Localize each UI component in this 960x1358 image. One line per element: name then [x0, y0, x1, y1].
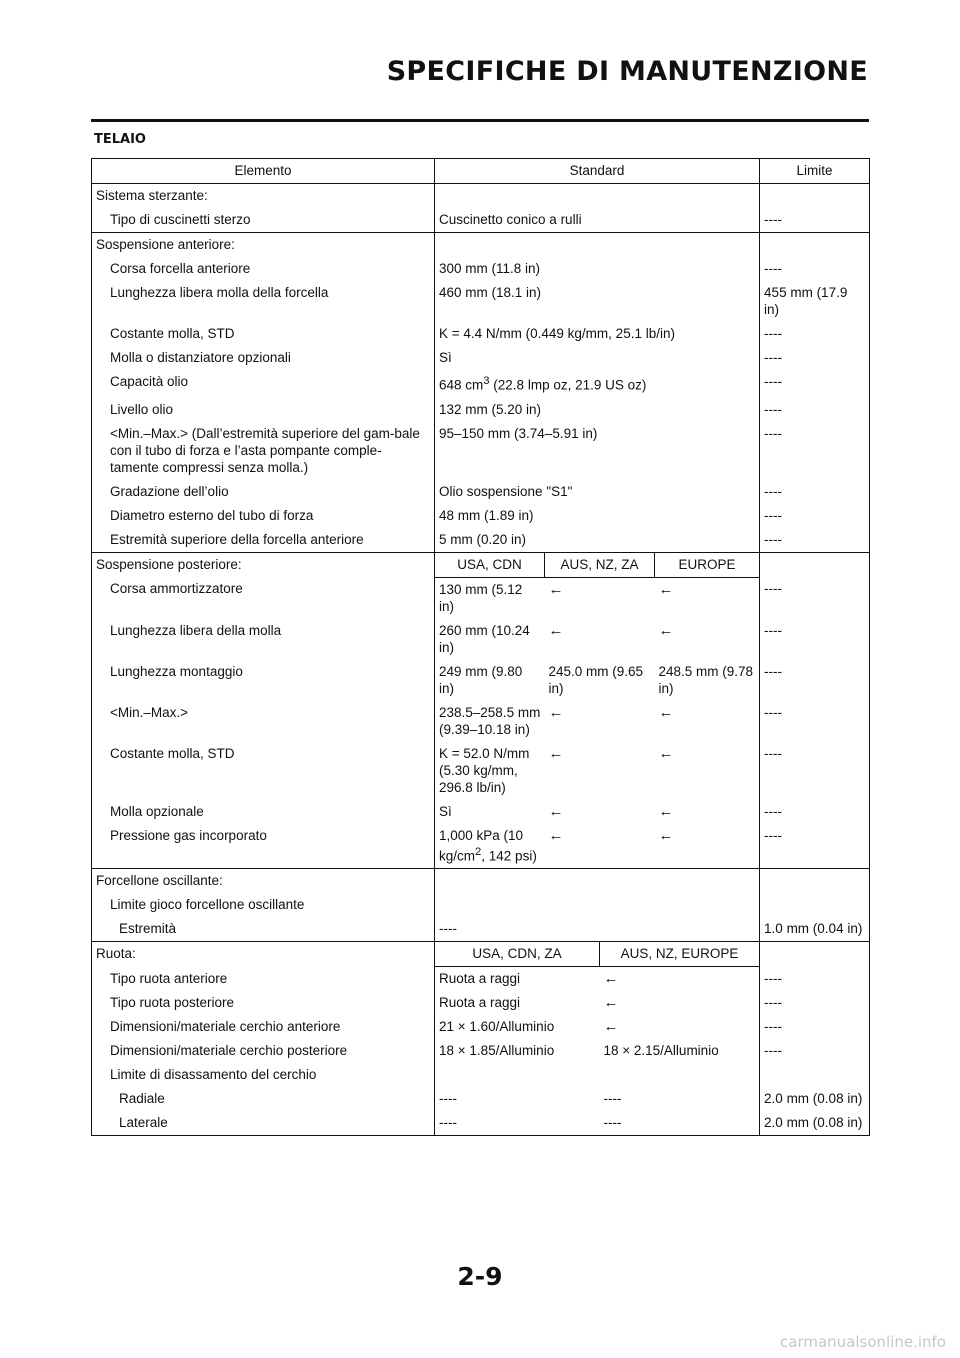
- row-label: Limite gioco forcellone oscillante: [92, 893, 435, 917]
- table-row: [92, 800, 870, 824]
- watermark: carmanualsonline.info: [780, 1333, 946, 1351]
- table-row: [92, 1063, 870, 1087]
- table-row: [92, 322, 870, 346]
- row-limit: ----: [760, 1015, 870, 1039]
- row-label: Costante molla, STD: [92, 322, 435, 346]
- row-value: 95–150 mm (3.74–5.91 in): [439, 425, 598, 441]
- table-row: [92, 398, 870, 422]
- table-row: [92, 824, 870, 869]
- value-suffix: (22.8 lmp oz, 21.9 US oz): [489, 377, 647, 393]
- table-row: [92, 422, 870, 480]
- row-label: <Min.–Max.> (Dall’estremità superiore del gam-bale con il tubo di forza e l’asta pompante comple-tamente compressi senza molla.): [92, 422, 435, 480]
- row-label: Capacità olio: [92, 370, 435, 398]
- table-row: [92, 1015, 870, 1039]
- row-limit: 2.0 mm (0.08 in): [760, 1087, 870, 1111]
- row-value: Ruota a raggi: [439, 995, 521, 1010]
- row-value: Olio sospensione "S1": [439, 483, 573, 499]
- row-limit: ----: [760, 257, 870, 281]
- row-limit: 455 mm (17.9 in): [760, 281, 870, 322]
- same-as-left-arrow: ←: [603, 1018, 619, 1035]
- row-limit: ----: [760, 346, 870, 370]
- row-limit: ----: [760, 701, 870, 742]
- table-row: [92, 893, 870, 917]
- row-limit: ----: [760, 480, 870, 504]
- row-label: Corsa forcella anteriore: [92, 257, 435, 281]
- row-limit: ----: [760, 398, 870, 422]
- row-value: 132 mm (5.20 in): [439, 401, 542, 417]
- value-prefix: 1,000 kPa (10 kg/cm: [439, 827, 524, 863]
- row-value: 238.5–258.5 mm (9.39–10.18 in): [439, 704, 541, 737]
- table-row: [92, 917, 870, 942]
- row-limit: ----: [760, 577, 870, 619]
- row-label: Lunghezza montaggio: [92, 660, 435, 701]
- row-limit: ----: [760, 322, 870, 346]
- same-as-left-arrow: ←: [548, 826, 564, 844]
- table-row: [92, 1087, 870, 1111]
- row-label: Corsa ammortizzatore: [92, 577, 435, 619]
- row-value: 48 mm (1.89 in): [439, 507, 534, 523]
- same-as-left-arrow: ←: [658, 580, 674, 598]
- row-limit: ----: [760, 619, 870, 660]
- table-row: [92, 480, 870, 504]
- row-limit: ----: [760, 742, 870, 800]
- row-limit: ----: [760, 800, 870, 824]
- table-row: [92, 184, 870, 209]
- region-header: AUS, NZ, EUROPE: [600, 942, 760, 967]
- table-row: [92, 346, 870, 370]
- row-label: Lunghezza libera della molla: [92, 619, 435, 660]
- row-value: ----: [439, 1091, 457, 1106]
- table-row: [92, 991, 870, 1015]
- row-value: 245.0 mm (9.65 in): [548, 663, 644, 696]
- row-label: Costante molla, STD: [92, 742, 435, 800]
- row-label: Limite di disassamento del cerchio: [92, 1063, 435, 1087]
- value-suffix: , 142 psi): [481, 848, 537, 863]
- row-limit: ----: [760, 422, 870, 480]
- section-title: TELAIO: [94, 132, 146, 147]
- row-label: <Min.–Max.>: [92, 701, 435, 742]
- row-limit: ----: [760, 370, 870, 398]
- row-value: ----: [600, 1111, 760, 1136]
- value-prefix: 648 cm: [439, 377, 484, 393]
- table-row: [92, 660, 870, 701]
- row-label: Pressione gas incorporato: [92, 824, 435, 869]
- spec-table: [91, 158, 870, 1136]
- table-row: [92, 1039, 870, 1063]
- group-label: Ruota:: [92, 942, 435, 967]
- row-value: [435, 370, 760, 398]
- page-number: 2-9: [457, 1262, 503, 1291]
- row-value: K = 4.4 N/mm (0.449 kg/mm, 25.1 lb/in): [439, 326, 675, 341]
- region-header: EUROPE: [655, 552, 760, 577]
- row-value: [435, 824, 545, 869]
- row-label: Lunghezza libera molla della forcella: [92, 281, 435, 322]
- row-value: 300 mm (11.8 in): [439, 261, 541, 276]
- table-row: [92, 577, 870, 619]
- row-limit: ----: [760, 528, 870, 553]
- table-row: [92, 504, 870, 528]
- same-as-left-arrow: ←: [603, 994, 619, 1011]
- table-row: [92, 967, 870, 992]
- row-label: Tipo di cuscinetti sterzo: [92, 208, 435, 233]
- same-as-left-arrow: ←: [548, 580, 564, 598]
- row-value: 18 × 2.15/Alluminio: [603, 1043, 719, 1058]
- same-as-left-arrow: ←: [658, 744, 674, 762]
- row-limit: ----: [760, 504, 870, 528]
- row-value: 21 × 1.60/Alluminio: [439, 1019, 555, 1034]
- region-header: AUS, NZ, ZA: [545, 552, 655, 577]
- row-label: Tipo ruota anteriore: [92, 967, 435, 992]
- row-value: Ruota a raggi: [439, 971, 521, 986]
- same-as-left-arrow: ←: [658, 621, 674, 639]
- row-limit: 2.0 mm (0.08 in): [760, 1111, 870, 1136]
- table-row: [92, 208, 870, 233]
- row-limit: ----: [760, 824, 870, 869]
- row-label: Diametro esterno del tubo di forza: [92, 504, 435, 528]
- row-limit: ----: [760, 208, 870, 233]
- table-header-row: [92, 159, 870, 184]
- row-label: Estremità: [92, 917, 435, 942]
- row-value: Sì: [439, 350, 452, 365]
- table-row: [92, 552, 870, 577]
- row-value: 249 mm (9.80 in): [439, 663, 523, 696]
- table-row: [92, 869, 870, 894]
- same-as-left-arrow: ←: [603, 970, 619, 987]
- row-value: 18 × 1.85/Alluminio: [439, 1043, 555, 1058]
- row-limit: ----: [760, 1039, 870, 1063]
- row-value: ----: [435, 1111, 600, 1136]
- same-as-left-arrow: ←: [548, 621, 564, 639]
- row-value: ----: [603, 1091, 622, 1106]
- row-value: Cuscinetto conico a rulli: [439, 212, 582, 227]
- table-row: [92, 942, 870, 967]
- row-value: 130 mm (5.12 in): [439, 581, 523, 614]
- row-value: 460 mm (18.1 in): [439, 285, 542, 300]
- region-header: USA, CDN: [435, 552, 545, 577]
- group-label: Forcellone oscillante:: [92, 869, 435, 894]
- row-value: K = 52.0 N/mm (5.30 kg/mm, 296.8 lb/in): [439, 745, 530, 795]
- same-as-left-arrow: ←: [548, 703, 564, 721]
- row-label: Radiale: [92, 1087, 435, 1111]
- page-title: SPECIFICHE DI MANUTENZIONE: [386, 56, 868, 87]
- group-label: Sospensione posteriore:: [92, 552, 435, 577]
- header-limit: Limite: [760, 159, 870, 184]
- row-label: Dimensioni/materiale cerchio posteriore: [92, 1039, 435, 1063]
- table-row: [92, 257, 870, 281]
- row-label: Dimensioni/materiale cerchio anteriore: [92, 1015, 435, 1039]
- table-row: [92, 281, 870, 322]
- row-label: Estremità superiore della forcella anteriore: [92, 528, 435, 553]
- table-row: [92, 701, 870, 742]
- table-row: [92, 1111, 870, 1136]
- same-as-left-arrow: ←: [548, 744, 564, 762]
- same-as-left-arrow: ←: [548, 802, 564, 820]
- same-as-left-arrow: ←: [658, 703, 674, 721]
- same-as-left-arrow: ←: [658, 802, 674, 820]
- row-limit: ----: [760, 991, 870, 1015]
- region-header: USA, CDN, ZA: [435, 942, 600, 967]
- header-item: Elemento: [92, 159, 435, 184]
- group-label: Sistema sterzante:: [92, 184, 435, 209]
- value-superscript: 2: [475, 845, 482, 858]
- same-as-left-arrow: ←: [658, 826, 674, 844]
- row-value: Sì: [439, 803, 452, 819]
- row-label: Tipo ruota posteriore: [92, 991, 435, 1015]
- group-label: Sospensione anteriore:: [92, 233, 435, 258]
- table-row: [92, 742, 870, 800]
- row-limit: ----: [760, 967, 870, 992]
- table-row: [92, 619, 870, 660]
- row-label: Molla opzionale: [92, 800, 435, 824]
- table-row: [92, 370, 870, 398]
- table-row: [92, 233, 870, 258]
- row-value: 248.5 mm (9.78 in): [658, 663, 754, 696]
- row-value: 5 mm (0.20 in): [439, 531, 527, 547]
- row-value: 260 mm (10.24 in): [439, 622, 530, 655]
- row-label: Laterale: [92, 1111, 435, 1136]
- value-superscript: 3: [483, 375, 490, 387]
- table-row: [92, 528, 870, 553]
- header-standard: Standard: [435, 159, 760, 184]
- row-label: Molla o distanziatore opzionali: [92, 346, 435, 370]
- row-label: Gradazione dell’olio: [92, 480, 435, 504]
- row-limit: ----: [760, 660, 870, 701]
- row-label: Livello olio: [92, 398, 435, 422]
- row-limit: 1.0 mm (0.04 in): [760, 917, 870, 942]
- row-value: ----: [439, 921, 457, 936]
- title-rule: [91, 119, 869, 122]
